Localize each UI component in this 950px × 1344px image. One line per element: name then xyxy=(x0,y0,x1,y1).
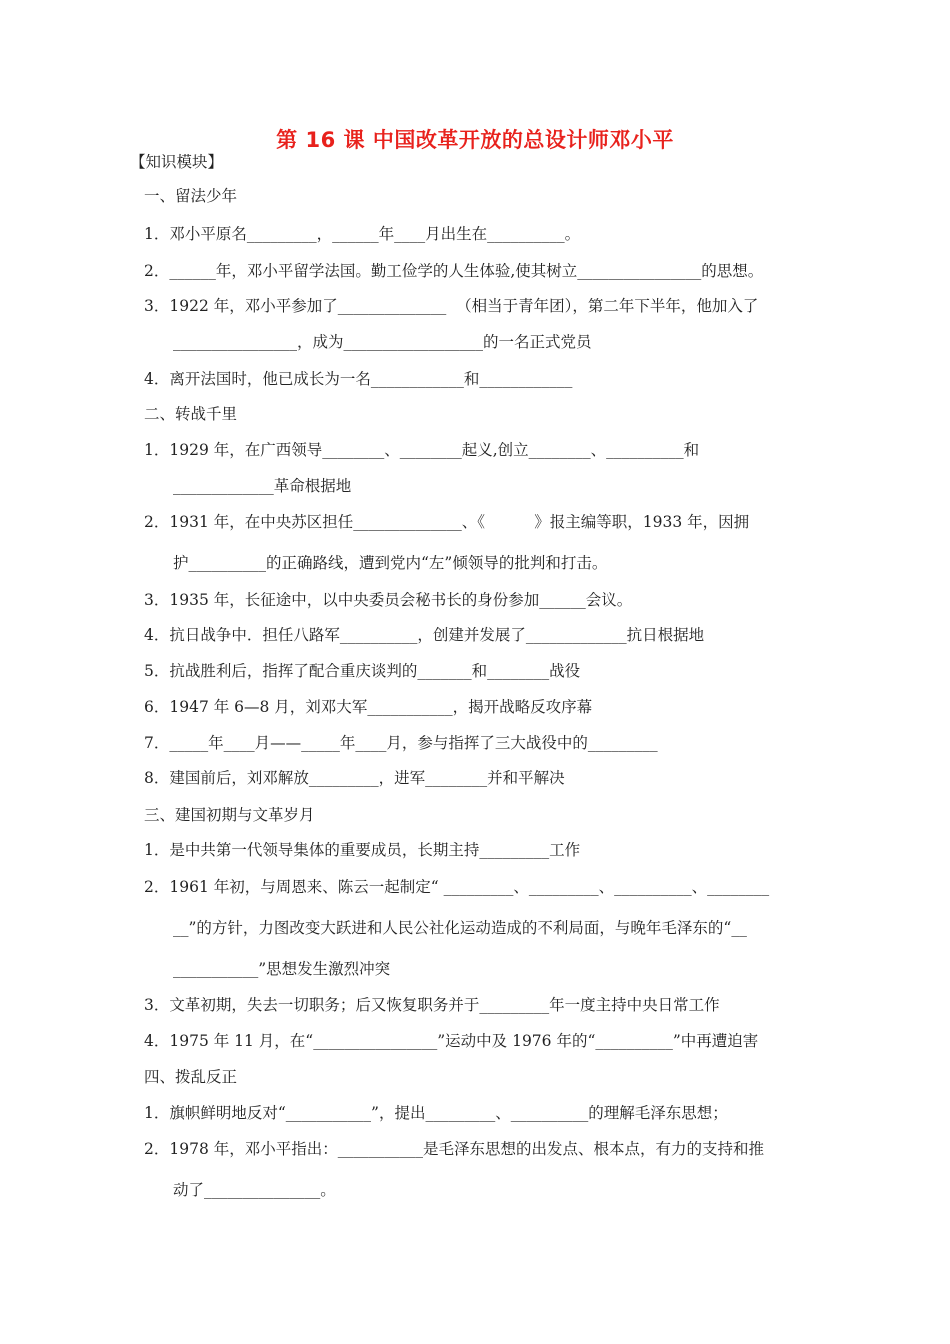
worksheet-line: _____________革命根据地 xyxy=(173,477,352,495)
worksheet-line: 5．抗战胜利后，指挥了配合重庆谈判的_______和________战役 xyxy=(144,662,581,680)
worksheet-line: 3．文革初期，失去一切职务；后又恢复职务并于_________年一度主持中央日常工作 xyxy=(144,996,720,1014)
worksheet-line: 3．1922 年，邓小平参加了______________ （相当于青年团），第二年下半年，他加入了 xyxy=(144,297,759,315)
worksheet-line: 1．1929 年，在广西领导________、________起义,创立________、__________和 xyxy=(144,441,700,459)
worksheet-line: 8．建国前后，刘邓解放_________，进军________并和平解决 xyxy=(144,769,565,787)
worksheet-line: 4．1975 年 11 月，在“________________”运动中及 1976 年的“__________”中再遭迫害 xyxy=(144,1032,759,1050)
worksheet-line: 二、转战千里 xyxy=(144,405,238,423)
section-label-knowledge-module: 【知识模块】 xyxy=(130,153,224,171)
worksheet-line: 4．抗日战争中．担任八路军__________，创建并发展了_____________抗日根据地 xyxy=(144,626,705,644)
worksheet-line: 动了_______________。 xyxy=(173,1181,336,1199)
worksheet-line: 7．_____年____月——_____年____月，参与指挥了三大战役中的_________ xyxy=(144,734,658,752)
worksheet-line: 2．______年，邓小平留学法国。勤工俭学的人生体验,使其树立________________的思想。 xyxy=(144,262,764,280)
worksheet-line: 1．旗帜鲜明地反对“___________”，提出_________、__________的理解毛泽东思想； xyxy=(144,1104,728,1122)
worksheet-line: 护__________的正确路线，遭到党内“左”倾领导的批判和打击。 xyxy=(173,554,608,572)
page-title: 第 16 课 中国改革开放的总设计师邓小平 xyxy=(276,128,674,152)
worksheet-line: 6．1947 年 6—8 月，刘邓大军___________，揭开战略反攻序幕 xyxy=(144,698,593,716)
worksheet-line: 4．离开法国时，他已成长为一名____________和____________ xyxy=(144,370,573,388)
worksheet-line: 3．1935 年，长征途中，以中央委员会秘书长的身份参加______会议。 xyxy=(144,591,633,609)
worksheet-line: 三、建国初期与文革岁月 xyxy=(144,806,315,824)
worksheet-line: ________________，成为__________________的一名正式党员 xyxy=(173,333,592,351)
worksheet-line: __”的方针，力图改变大跃进和人民公社化运动造成的不利局面，与晚年毛泽东的“__ xyxy=(173,919,747,937)
worksheet-line: 一、留法少年 xyxy=(144,187,238,205)
worksheet-line: 1．是中共第一代领导集体的重要成员，长期主持_________工作 xyxy=(144,841,581,859)
worksheet-line: 四、拨乱反正 xyxy=(144,1068,238,1086)
worksheet-line: 2．1961 年初，与周恩来、陈云一起制定“ _________、_________、__________、________ xyxy=(144,878,770,896)
worksheet-line: 2．1931 年，在中央苏区担任______________、《 》报主编等职，1933 年，因拥 xyxy=(144,513,750,531)
worksheet-line: 2．1978 年，邓小平指出：___________是毛泽东思想的出发点、根本点，有力的支持和推 xyxy=(144,1140,764,1158)
worksheet-line: ___________”思想发生激烈冲突 xyxy=(173,960,391,978)
worksheet-line: 1．邓小平原名_________，______年____月出生在__________。 xyxy=(144,225,581,243)
